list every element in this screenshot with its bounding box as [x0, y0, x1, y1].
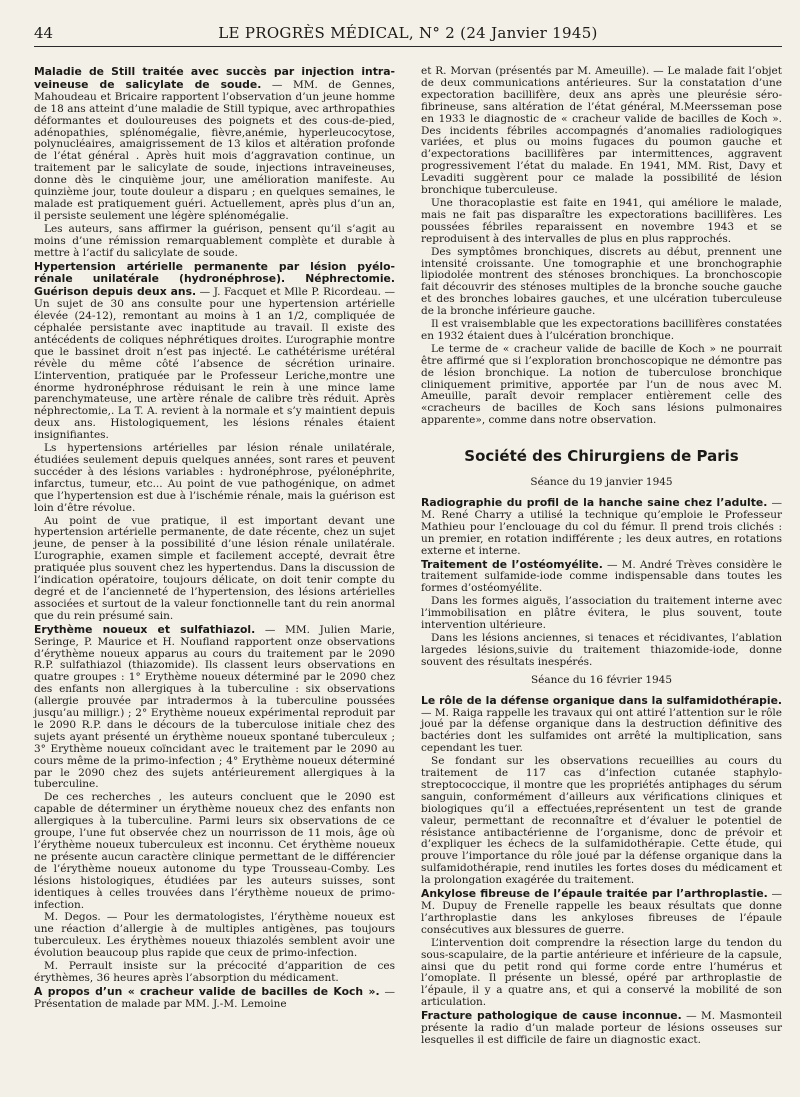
fracture-text: — M. Masmonteil présente la radio d’un malade porteur de lésions osseuses sur lesquelles il est difficile de faire un diagnostic exact.: [421, 1010, 782, 1046]
right-column: [421, 66, 782, 1048]
fracture-article: [421, 1010, 782, 1047]
hypertension-text: — J. Facquet et Mlle P. Ricordeau. — Un sujet de 30 ans consulte pour une hypertension artérielle élevée (24-12), remontant au moins à 1 an 1/2, compliquée de céphalée persistante avec inaptitude au travail. Il existe des antécédents de coliques néphrétiques droites. L’urographie montre que le bassinet droit n’est pas injecté. Le cathétérisme urétéral révèle du même côté l’absence de sécrétion urinaire. L’intervention, pratiquée par le Professeur Leriche,montre une énorme hydronéphrose réduisant le rein à une mince lame parenchymateuse, une artère rénale de calibre très réduit. Après néphrectomie,. La T. A. revient à la normale et s’y maintient depuis deux ans. Histologiquement, les lésions rénales étaient insignifiantes.: [34, 286, 396, 442]
hypertension-paragraph-2: Ls hypertensions artérielles par lésion rénale unilatérale, étudiées seulement depuis quelques années, sont rares et peuvent succéder à des lésions variables : hydronéphrose, pyélonéphrite, infarctus, tumeur, etc... Au point de vue pathogénique, on admet que l’hypertension est due à l’ischémie rénale, mais la guérison est loin d’être révolue.: [34, 442, 395, 514]
erytheme-article: [34, 624, 395, 792]
defense-paragraph-2: Se fondant sur les observations recueillies au cours du traitement de 117 cas d’infection cutanée staphylo-streptococcique, il montre que les propriétés antiphages du sérum sanguin, conformément d’ailleurs aux vérifications cliniques et biologiques qu’il a effectuées,représentent un test de grande valeur, permettant de reconnaître et d’évaluer le potentiel de résistance antibactérienne de l’organisme, donc de prévoir et d’expliquer les échecs de la sulfamidothérapie. Cette étude, qui prouve l’importance du rôle joué par la défense organique dans la sulfamidothérapie, rend inutiles les fortes doses du médicament et la prolongation exagérée du traitement.: [421, 755, 782, 887]
defense-text: — M. Raiga rappelle les travaux qui ont attiré l’attention sur le rôle joué par la défense organique dans la destruction définitive des bactéries dont les sulfamides ont arrêté la multiplication, sans cependant les tuer.: [421, 706, 782, 755]
osteomyelite-heading: Traitement de l’ostéomyélite.: [421, 557, 603, 571]
radiographie-text: — M. René Charry a utilisé la technique qu’emploie le Professeur Mathieu pour l’enclouage du col du fémur. Il prend trois clichés : un premier, en rotation indifférente ; les deux autres, en rotations externe et interne.: [421, 497, 782, 557]
degos-comment: M. Degos. — Pour les dermatologistes, l’érythème noueux est une réaction d’allergie à de multiples antigènes, pas toujours tuberculeux. Les érythèmes noueux thiazolés semblent avoir une évolution beaucoup plus rapide que ceux de primo-infection.: [34, 911, 395, 960]
seance-date-1: Séance du 19 janvier 1945: [530, 476, 673, 489]
osteomyelite-paragraph-2: Dans les formes aiguës, l’association du traitement interne avec l’immobilisation en plâtre évitera, le plus souvent, toute intervention ultérieure.: [421, 595, 782, 632]
radiographie-article: [421, 497, 782, 558]
running-header: [34, 20, 782, 47]
hypertension-heading: Hypertension artérielle permanente par lésion pyélo-rénale unilatérale (hydronéphrose). Néphrectomie. Guérison depuis deux ans.: [34, 259, 395, 299]
cracheur-heading: A propos d’un « cracheur valide de bacilles de Koch ».: [34, 984, 380, 998]
still-heading: Maladie de Still traitée avec succès par injection intra-veineuse de salicylate de soude.: [34, 65, 395, 91]
still-article: [34, 66, 395, 223]
osteomyelite-paragraph-3: Dans les lésions anciennes, si tenaces et récidivantes, l’ablation largedes lésions,suivie du traitement thiazomide-iode, donne souvent des résultats inespérés.: [421, 631, 782, 668]
defense-heading: Le rôle de la défense organique dans la sulfamidothérapie.: [421, 693, 782, 707]
cracheur-text-start: — Présentation de malade par MM. J.-M. Lemoine: [34, 985, 396, 1010]
osteomyelite-text: — M. André Trèves considère le traitement sulfamide-iode comme indispensable dans toutes les formes d’ostéomyélite.: [421, 558, 782, 595]
left-column: [34, 66, 395, 1048]
still-text: — MM. de Gennes, Mahoudeau et Bricaire rapportent l’observation d’un jeune homme de 18 ans atteint d’une maladie de Still typique, avec arthropathies déformantes et douloureuses des poignets et des cous-de-pied, adénopathies, splénomégalie, fièvre,anémie, hyperleucocytose, polynucléaires, amaigrissement de 13 kilos et altération profonde de l’état général . Après huit mois d’aggravation continue, un traitement par le salicylate de soude, injections intraveineuses, donne dès le cinquième jour, une amélioration manifeste. Au quinzième jour, toute douleur a disparu ; en quelques semaines, le malade est pratiquement guéri. Actuellement, après plus d’un an, il persiste seulement une légère splénomégalie.: [34, 78, 395, 222]
page-number: 44: [34, 24, 54, 42]
cracheur-paragraph-5: Le terme de « cracheur valide de bacille de Koch » ne pourrait être affirmé que si l’exploration bronchoscopique ne démontre pas de lésion bronchique. La notion de tuberculose bronchique cliniquement primitive, apportée par l’un de nous avec M. Ameuille, paraît devoir remplacer entièrement celle des «cracheurs de bacilles de Koch sans lésions pulmonaires apparente», comme dans notre observation.: [421, 342, 782, 427]
ankylose-text: — M. Dupuy de Frenelle rappelle les beaux résultats que donne l’arthroplastie dans les ankyloses fibreuses de l’épaule consécutives aux blessures de guerre.: [421, 888, 782, 936]
still-paragraph-2: Les auteurs, sans affirmer la guérison, pensent qu’il s’agit au moins d’une rémission remarquablement complète et durable à mettre à l’actif du salicylate de soude.: [34, 222, 395, 259]
osteomyelite-article: [421, 559, 782, 596]
seance-date-2: Séance du 16 février 1945: [530, 673, 673, 686]
society-heading: Société des Chirurgiens de Paris: [464, 447, 739, 466]
defense-article: [421, 695, 782, 756]
cracheur-article: [34, 986, 395, 1011]
hypertension-paragraph-3: Au point de vue pratique, il est important devant une hypertension artérielle permanente, de date récente, chez un sujet jeune, de penser à la possibilité d’une lésion rénale unilatérale. L’urographie, examen simple et facilement accepté, devrait être pratiquée plus souvent chez les hypertendus. Dans la discussion de l’indication opératoire, toujours délicate, on doit tenir compte du degré et de l’ancienneté de l’hypertension, des lésions artérielles associées et surtout de la valeur fonctionnelle tant du rein anormal que du rein présumé sain.: [34, 514, 395, 622]
erytheme-paragraph-2: De ces recherches , les auteurs concluent que le 2090 est capable de déterminer un érythème noueux chez des enfants non allergiques à la tuberculine. Parmi leurs six observations de ce groupe, l’une fut observée chez un nourrisson de 11 mois, âge où l’érythème noueux tuberculeux est inconnu. Cet érythème noueux ne présente aucun caractère clinique permettant de le différencier de l’érythème noueux autonome du type Trousseau-Comby. Les lésions histologiques, étudiées par les auteurs suisses, sont identiques à celles trouvées dans l’érythème noueux de primo-infection.: [34, 791, 395, 911]
journal-title: LE PROGRÈS MÉDICAL, N° 2 (24 Janvier 1945): [218, 24, 598, 42]
radiographie-heading: Radiographie du profil de la hanche saine chez l’adulte.: [421, 496, 768, 509]
fracture-heading: Fracture pathologique de cause inconnue.: [421, 1009, 682, 1023]
ankylose-heading: Ankylose fibreuse de l’épaule traitée par l’arthroplastie.: [421, 887, 768, 901]
two-column-body: [34, 66, 782, 1048]
ankylose-paragraph-2: L’intervention doit comprendre la résection large du tendon du sous-scapulaire, de la partie antérieure et inférieure de la capsule, ainsi que du petit rond qui forme corde entre l’humérus et l’omoplate. Il présente un blessé, opéré par arthroplastie de l’épaule, il y a quatre ans, et qui a conservé la mobilité de son articulation.: [421, 936, 782, 1009]
perrault-comment: M. Perrault insiste sur la précocité d’apparition de ces érythèmes, 36 heures après l’absorption du médicament.: [34, 960, 395, 984]
hypertension-article: [34, 261, 395, 443]
ankylose-article: [421, 888, 782, 937]
erytheme-text: — MM. Julien Marie, Seringe, P. Maurice et H. Noufland rapportent onze observations d’érythème noueux apparus au cours du traitement par le 2090 R.P. sulfathiazol (thiazomide). Ils classent leurs observations en quatre groupes : 1° Erythème noueux déterminé par le 2090 chez des enfants non allergiques à la tuberculine : six observations (allergie prouvée par intradermos à la tuberculine poussées jusqu’au milligr.) ; 2° Erythème noueux expérimental reproduit par le 2090 R.P. dans le décours de la tuberculose initiale chez des sujets ayant présenté un érythème noueux spontané tuberculeux ; 3° Erythème noueux coïncidant avec le traitement par le 2090 au cours même de la primo-infection ; 4° Erythème noueux déterminé par le 2090 chez des sujets antérieurement allergiques à la tuberculine.: [34, 623, 395, 791]
erytheme-heading: Erythème noueux et sulfathiazol.: [34, 622, 256, 636]
cracheur-paragraph-2: Une thoracoplastie est faite en 1941, qui améliore le malade, mais ne fait pas disparaître les expectorations bacillifères. Les poussées fébriles reparaissent en novembre 1943 et se reproduisent à des intervalles de plus en plus rapprochés.: [421, 196, 782, 245]
cracheur-paragraph-4: Il est vraisemblable que les expectorations bacillifères constatées en 1932 étaient dues à l’ulcération bronchique.: [421, 318, 782, 342]
journal-page: [34, 20, 782, 1084]
cracheur-continuation: et R. Morvan (présentés par M. Ameuille). — Le malade fait l’objet de deux communications antérieures. Sur la constatation d’une expectoration bacillifère, deux ans après une pleurésie séro-fibrineuse, sans altération de l’état général, M.Meersseman pose en 1933 le diagnostic de « cracheur valide de bacilles de Koch ». Des incidents fébriles accompagnés d’anomalies radiologiques variées, et plus ou moins fugaces du poumon gauche et d’expectorations bacillifères par intermittences, aggravent progressivement l’état du malade. En 1941, MM. Rist, Davy et Levaditi suggèrent pour ce malade la possibilité de lésion bronchique tuberculeuse.: [421, 65, 782, 197]
cracheur-paragraph-3: Des symptômes bronchiques, discrets au début, prennent une intensité croissante. Une tomographie et une bronchographie lipiodolée montrent des sténoses bronchiques. La bronchoscopie fait découvrir des sténoses multiples de la bronche souche gauche et des bronches lobaires gauches, et une ulcération tuberculeuse de la bronche inférieure gauche.: [421, 245, 782, 318]
